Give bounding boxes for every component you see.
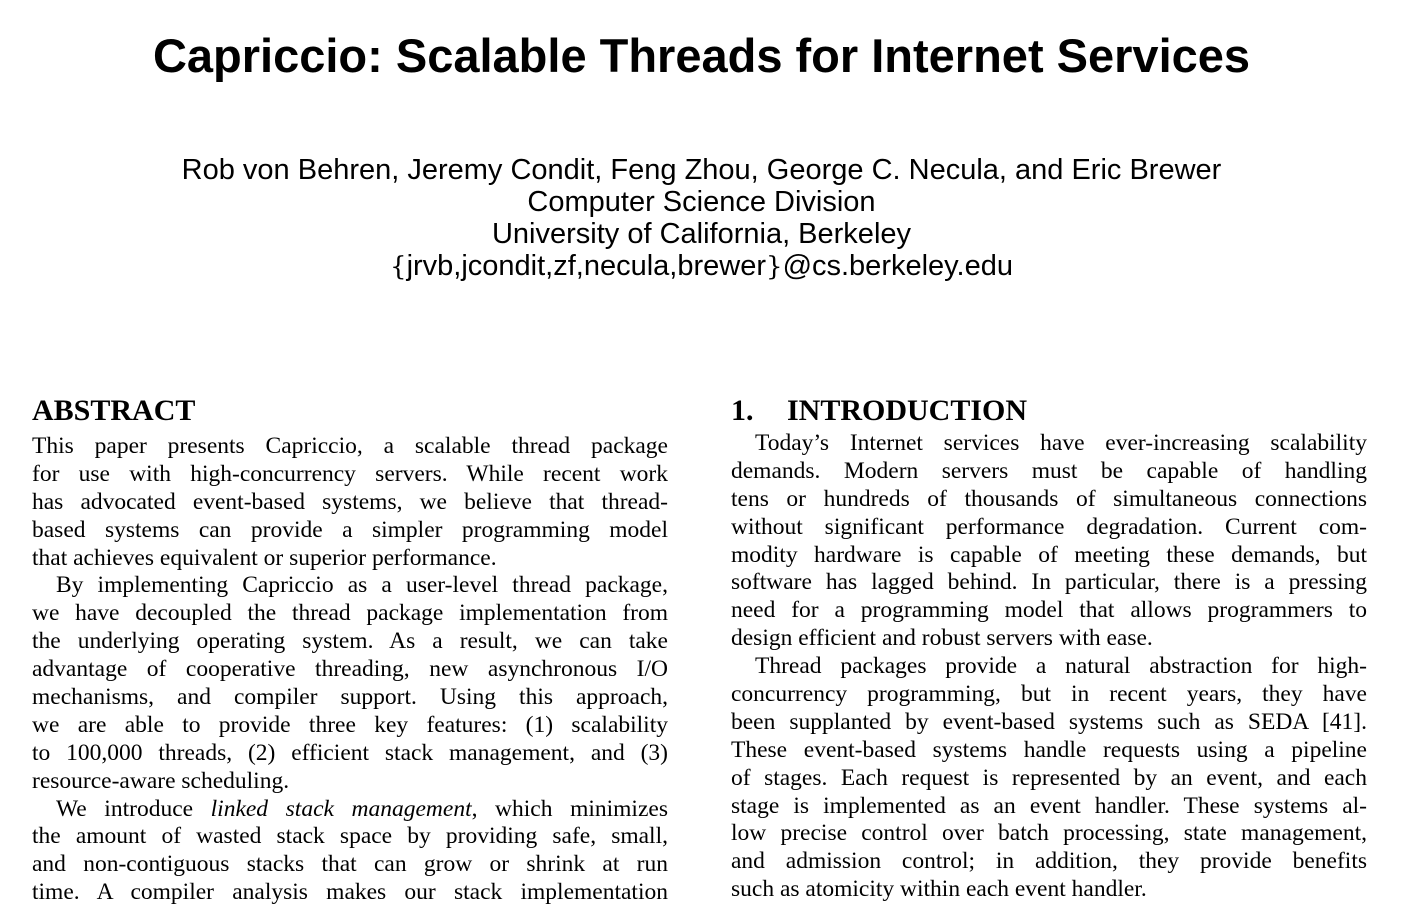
abstract-text: We introduce [56,795,211,822]
abstract-line: that achieves equivalent or superior performance. [32,544,497,571]
author-department: Computer Science Division [527,186,876,218]
intro-line: and admission control; in addition, they provide benefits [731,848,1367,875]
section-number: 1. [731,394,754,427]
intro-line: such as atomicity within each event handler. [731,876,1147,903]
intro-line: stage is implemented as an event handler. These systems al- [731,792,1367,819]
abstract-line: This paper presents Capriccio, a scalable thread package [32,433,668,459]
intro-line: concurrency programming, but in recent years, they have [731,681,1367,708]
intro-line: Thread packages provide a natural abstraction for high- [755,653,1367,680]
intro-line: need for a programming model that allows programmers to [731,597,1367,624]
abstract-line: for use with high-concurrency servers. While recent work [32,460,668,487]
abstract-line: the underlying operating system. As a result, we can take [32,628,668,655]
abstract-column [32,392,668,907]
email-users: jrvb,jcondit,zf,necula,brewer [406,250,767,282]
email-open-brace: { [390,252,407,282]
introduction-body [731,430,1367,904]
intro-line: design efficient and robust servers with ease. [731,625,1153,652]
abstract-line: we are able to provide three key features: (1) scalability [32,711,668,738]
author-names: Rob von Behren, Jeremy Condit, Feng Zhou, George C. Necula, and Eric Brewer [181,154,1222,186]
abstract-emphasis: linked stack management [210,795,472,822]
introduction-heading [731,392,1367,430]
abstract-line: By implementing Capriccio as a user-level thread package, [56,572,668,599]
intro-line: of stages. Each request is represented by an event, and each [731,764,1367,791]
intro-line: low precise control over batch processing, state management, [731,820,1367,847]
author-email [0,250,1403,283]
abstract-line: to 100,000 threads, (2) efficient stack management, and (3) [32,739,668,766]
intro-line: tens or hundreds of thousands of simultaneous connections [731,485,1367,512]
abstract-line: mechanisms, and compiler support. Using this approach, [32,684,668,711]
abstract-line: the amount of wasted stack space by providing safe, small, [32,823,668,850]
intro-line: software has lagged behind. In particular, there is a pressing [731,569,1367,596]
author-university: University of California, Berkeley [491,218,912,250]
email-domain: @cs.berkeley.edu [782,250,1013,282]
email-close-brace: } [766,252,783,282]
abstract-line: resource-aware scheduling. [32,767,290,794]
intro-line: without significant performance degradation. Current com- [731,513,1367,540]
intro-line: modity hardware is capable of meeting these demands, but [731,541,1367,568]
section-title: INTRODUCTION [787,394,1028,427]
abstract-line: we have decoupled the thread package implementation from [32,600,668,627]
abstract-line: advantage of cooperative threading, new asynchronous I/O [32,656,668,683]
paper-title: Capriccio: Scalable Threads for Internet Services [152,29,1251,82]
intro-line: been supplanted by event-based systems such as SEDA [41]. [731,708,1367,735]
intro-line: demands. Modern servers must be capable of handling [731,457,1367,484]
abstract-body [32,433,668,907]
abstract-line: has advocated event-based systems, we believe that thread- [32,488,668,515]
author-block [0,154,1403,283]
intro-line: These event-based systems handle requests using a pipeline [731,736,1367,763]
abstract-line: time. A compiler analysis makes our stack implementation [32,879,668,906]
abstract-text: , which minimizes [471,795,668,822]
abstract-line: based systems can provide a simpler programming model [32,516,668,543]
abstract-line-mixed [32,796,668,824]
abstract-heading: ABSTRACT [32,394,196,427]
introduction-column [731,392,1367,904]
intro-line: Today’s Internet services have ever-increasing scalability [755,430,1367,456]
abstract-line: and non-contiguous stacks that can grow or shrink at run [32,851,668,878]
